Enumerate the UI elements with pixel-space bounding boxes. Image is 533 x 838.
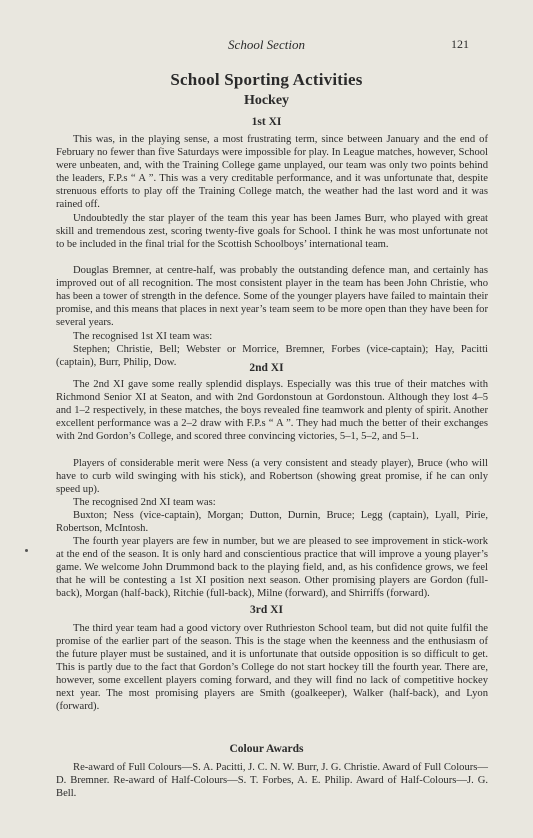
section-title-hockey: Hockey	[243, 93, 290, 108]
paragraph-2nd-xi-intro: The 2nd XI gave some really splendid displays. Especially was this true of their matches with Richmond Senior XI at Seaton, and with 2nd Gordonstoun at Gordonstoun. Although they lost 4–5 and 1–2 respectively, in these matches, the boys revealed fine teamwork and plenty of spirit. Another excellent performance was a 2–2 draw with F.P.s “ A ”. They had much the better of their exchanges with 2nd Gordon’s College, and scored three convincing victories, 5–1, 5–2, and 5–1.	[56, 379, 488, 442]
paragraph-1st-xi-team-intro: The recognised 1st XI team was:	[73, 331, 213, 342]
heading-2nd-xi: 2nd XI	[249, 362, 284, 374]
heading-1st-xi: 1st XI	[251, 116, 282, 128]
paragraph-2nd-xi-team-list: Buxton; Ness (vice-captain), Morgan; Dutton, Durnin, Bruce; Legg (captain), Lyall, Pirie, Robertson, McIntosh.	[56, 510, 488, 534]
heading-3rd-xi: 3rd XI	[250, 604, 283, 616]
paragraph-2nd-xi-team-intro: The recognised 2nd XI team was:	[73, 497, 216, 508]
page-number: 121	[451, 37, 469, 51]
paragraph-3rd-xi: The third year team had a good victory over Ruthrieston School team, but did not quite fulfil the promise of the earlier part of the season. This is the stage when the keenness and the enthusiasm of the future player must be sustained, and it is unfortunate that outside opposition is so difficult to get. This is partly due to the fact that Gordon’s College do not start hockey till the fourth year. There are, however, some excellent players coming forward, and they will find no lack of competitive hockey next year. The most promising players are Smith (goalkeeper), Walker (half-back), and Lyon (forward).	[56, 623, 488, 712]
paragraph-2nd-xi-fourth-year: The fourth year players are few in number, but we are pleased to see improvement in stick-work at the end of the season. It is only hard and conscientious practice that will improve a young player’s game. We welcome John Drummond back to the playing field, and, as his confidence grows, we feel that he will be contesting a 1st XI position next season. Other promising players are Gordon (full-back), Morgan (half-back), Ritchie (full-back), Milne (forward), and Shirriffs (forward).	[56, 536, 488, 599]
paragraph-1st-xi-bremner: Douglas Bremner, at centre-half, was probably the outstanding defence man, and certainly has improved out of all recognition. The most consistent player in the team has been John Christie, who has been a tower of strength in the defence. Some of the younger players have failed to maintain their promise, and this means that places in next year’s team seem to be more open than they have been for several years.	[56, 265, 488, 328]
page-title: School Sporting Activities	[170, 70, 363, 89]
print-speck	[25, 549, 28, 552]
paragraph-1st-xi-team-list: Stephen; Christie, Bell; Webster or Morrice, Bremner, Forbes (vice-captain); Hay, Pacitti (captain), Burr, Philip, Dow.	[56, 344, 488, 368]
paragraph-1st-xi-burr: Undoubtedly the star player of the team this year has been James Burr, who played with great skill and tremendous zest, scoring twenty-five goals for School. I think he was most unfortunate not to be included in the final trial for the Scottish Schoolboys’ international team.	[56, 213, 488, 250]
running-head: School Section	[228, 37, 305, 52]
paragraph-colour-awards: Re-award of Full Colours—S. A. Pacitti, J. C. N. W. Burr, J. G. Christie. Award of Full Colours—D. Bremner. Re-award of Half-Colours—S. T. Forbes, A. E. Philip. Award of Half-Colours—J. G. Bell.	[56, 762, 488, 799]
paragraph-1st-xi-intro: This was, in the playing sense, a most frustrating term, since between January and the end of February no fewer than five Saturdays were impossible for play. In League matches, however, School were unbeaten, and, with the Training College game unplayed, our team was only two points behind the leaders, F.P.s “ A ”. This was a very creditable performance, and it was unfortunate that, despite strenuous efforts to play off the Training College match, the weather had the last word and it was rained off.	[56, 134, 488, 210]
paragraph-2nd-xi-players: Players of considerable merit were Ness (a very consistent and steady player), Bruce (who will have to curb wild swinging with his stick), and Robertson (showing great promise, if he can only speed up).	[56, 458, 488, 495]
heading-colour-awards: Colour Awards	[229, 743, 304, 755]
